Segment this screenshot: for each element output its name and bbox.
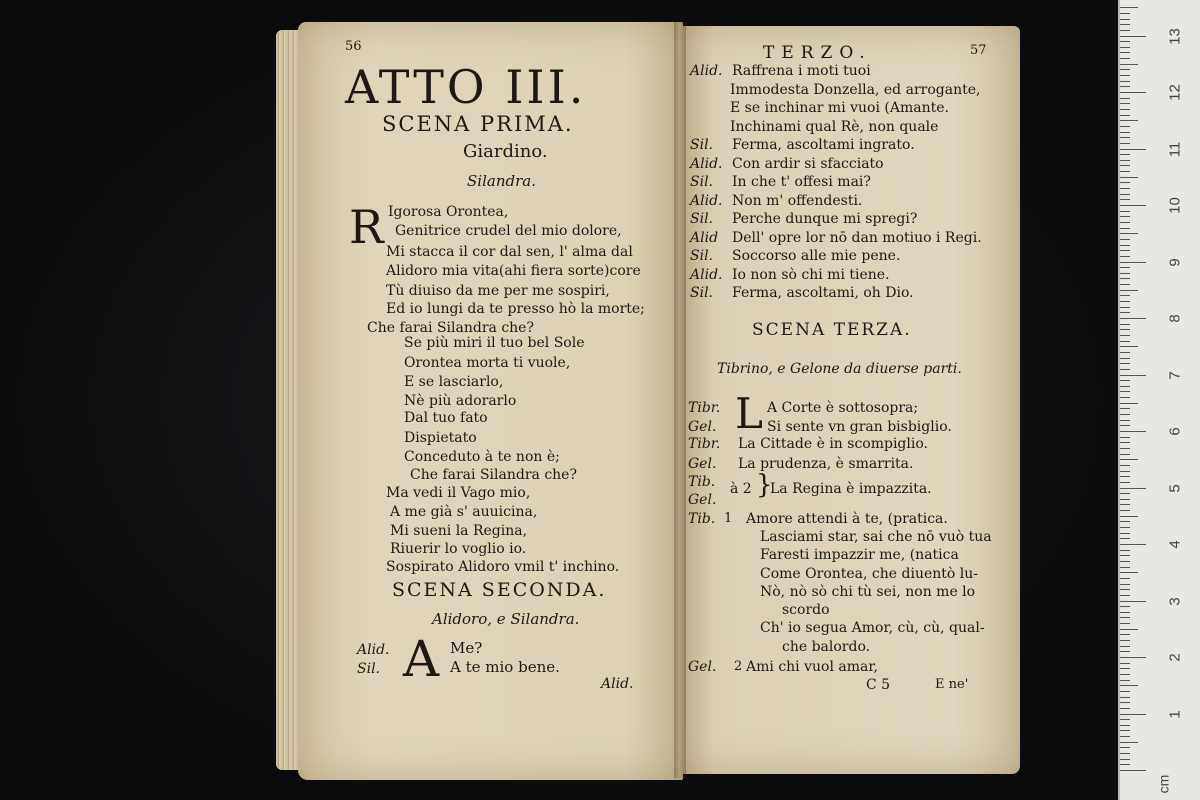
verse-line: Dispietato (404, 430, 477, 446)
ruler-tick (1120, 171, 1130, 172)
speaker-label: Alid. (690, 192, 723, 209)
ruler-tick (1120, 736, 1130, 737)
speaker-label: Tibr. (688, 436, 721, 452)
ruler-tick (1120, 86, 1130, 87)
ruler-unit-label: cm (1155, 774, 1172, 794)
dialogue-line: Inchinami qual Rè, non quale (730, 118, 939, 135)
dialogue-line: Nò, nò sò chi tù sei, non me lo (760, 584, 976, 600)
ruler-tick (1120, 295, 1130, 296)
ruler-tick (1120, 256, 1130, 257)
ruler-tick (1120, 329, 1130, 330)
ruler-tick (1120, 352, 1130, 353)
ruler-tick (1120, 132, 1130, 133)
ruler-tick (1120, 742, 1138, 743)
ruler-tick (1120, 397, 1130, 398)
left-catchword: Alid. (601, 676, 634, 692)
ruler-tick (1120, 561, 1130, 562)
ruler-tick (1120, 527, 1130, 528)
ruler-tick (1120, 584, 1130, 585)
ruler-tick (1120, 425, 1130, 426)
ruler-tick (1120, 228, 1130, 229)
dialogue-line: Con ardir si sfacciato (732, 155, 884, 172)
ruler-tick (1120, 697, 1130, 698)
ruler-number: 6 (1166, 427, 1184, 436)
speaker-label: Sil. (690, 211, 713, 227)
speaker-label: Sil. (690, 248, 713, 264)
verse-line: Dal tuo fato (404, 410, 488, 426)
scene2-characters: Alidoro, e Silandra. (432, 610, 580, 628)
dialogue-line: Ami chi vuol amar, (746, 659, 878, 675)
dialogue-line: E se inchinar mi vuoi (Amante. (730, 100, 949, 116)
speaker-label: Alid. (690, 266, 723, 283)
dialogue-line: Soccorso alle mie pene. (732, 248, 901, 264)
dialogue-line: Me? (450, 639, 483, 657)
dialogue-line: Ferma, ascoltami, oh Dio. (732, 285, 914, 301)
ruler-tick (1120, 420, 1130, 421)
ruler-tick (1120, 346, 1138, 347)
dialogue-line: In che t' offesi mai? (732, 174, 871, 190)
speaker-label: Alid. (357, 642, 390, 658)
dialogue-line: La prudenza, è smarrita. (738, 456, 914, 472)
ruler-tick (1120, 510, 1130, 511)
speaker-label: Tibr. (688, 400, 721, 416)
dialogue-line: scordo (782, 602, 830, 618)
speaker-label: Alid. (690, 155, 723, 172)
right-page-number: 57 (970, 43, 987, 58)
ruler-tick (1120, 499, 1130, 500)
ruler-tick (1120, 747, 1130, 748)
dialogue-line: Lasciami star, sai che nō vuò tua (760, 529, 992, 545)
ruler-number: 10 (1166, 197, 1184, 214)
verse-line: A me già s' auuicina, (390, 504, 538, 520)
ruler-tick (1120, 674, 1130, 675)
ruler-tick (1120, 188, 1130, 189)
ruler-tick (1120, 448, 1130, 449)
numeral-marker: 1 (724, 511, 733, 526)
ruler-tick (1120, 120, 1138, 121)
ruler-tick (1120, 759, 1130, 760)
numeral-marker: 2 (734, 659, 743, 674)
ruler-tick (1120, 640, 1130, 641)
ruler-tick (1120, 719, 1130, 720)
ruler-tick (1120, 595, 1130, 596)
ruler-tick (1120, 290, 1138, 291)
ruler-tick (1120, 239, 1130, 240)
signature-mark: C 5 (866, 677, 891, 693)
ruler-tick (1120, 284, 1130, 285)
ruler-tick (1120, 92, 1146, 93)
ruler-tick (1120, 222, 1130, 223)
ruler-tick (1120, 414, 1130, 415)
speaker-label: Gel. (688, 419, 717, 435)
ruler-number: 4 (1166, 540, 1184, 549)
ruler-tick (1120, 13, 1130, 14)
speaker-label: Sil. (690, 137, 713, 153)
ruler-tick (1120, 98, 1130, 99)
brace: } (756, 470, 773, 500)
scene2-heading: SCENA SECONDA. (392, 579, 607, 601)
ruler-tick (1120, 216, 1130, 217)
ruler-tick (1120, 318, 1146, 319)
ruler-tick (1120, 431, 1146, 432)
ruler-tick (1120, 233, 1138, 234)
ruler-tick (1120, 465, 1130, 466)
ruler-tick (1120, 369, 1130, 370)
ruler-tick (1120, 708, 1130, 709)
ruler-tick (1120, 245, 1130, 246)
ruler-tick (1120, 578, 1130, 579)
ruler-tick (1120, 64, 1138, 65)
ruler-tick (1120, 612, 1130, 613)
ruler-tick (1120, 408, 1130, 409)
scene-heading: SCENA PRIMA. (382, 112, 574, 136)
ruler-tick (1120, 341, 1130, 342)
scene-character: Silandra. (467, 172, 536, 190)
ruler-tick (1120, 182, 1130, 183)
ruler-tick (1120, 629, 1138, 630)
running-head: TERZO. (763, 43, 872, 63)
scene3-characters: Tibrino, e Gelone da diuerse parti. (717, 361, 962, 377)
speaker-label: Sil. (690, 174, 713, 190)
speaker-label: Tib. (688, 511, 716, 527)
ruler-number: 3 (1166, 596, 1184, 606)
ruler-tick (1120, 160, 1130, 161)
verse-line: Conceduto à te non è; (404, 449, 560, 465)
verse-line: Che farai Silandra che? (410, 467, 577, 483)
ruler-tick (1120, 617, 1130, 618)
speaker-label: Gel. (688, 659, 717, 675)
ruler-tick (1120, 75, 1130, 76)
scene3-heading: SCENA TERZA. (752, 320, 912, 340)
verse-line: Riuerir lo voglio io. (390, 541, 527, 557)
ruler-tick (1120, 36, 1146, 37)
ruler-tick (1120, 19, 1130, 20)
ruler-tick (1120, 454, 1130, 455)
verse-line: Sospirato Alidoro vmil t' inchino. (386, 559, 620, 575)
ruler-number: 12 (1166, 84, 1184, 101)
ruler-tick (1120, 770, 1146, 771)
dialogue-line: Amore attendi à te, (pratica. (746, 511, 948, 527)
ruler-tick (1120, 154, 1130, 155)
ruler-tick (1120, 589, 1130, 590)
ruler-tick (1120, 194, 1130, 195)
ruler-tick (1120, 471, 1130, 472)
dialogue-line: La Cittade è in scompiglio. (738, 436, 928, 452)
ruler-tick (1120, 380, 1130, 381)
ruler-tick (1120, 250, 1130, 251)
ruler-tick (1120, 307, 1130, 308)
ruler-tick (1120, 30, 1130, 31)
right-catchword: E ne' (935, 677, 969, 692)
ruler-number: 1 (1166, 709, 1184, 719)
ruler-tick (1120, 52, 1130, 53)
ruler-tick (1120, 646, 1130, 647)
ruler-tick (1120, 488, 1146, 489)
speaker-label: Sil. (690, 285, 713, 301)
ruler-tick (1120, 691, 1130, 692)
dialogue-line: Ch' io segua Amor, cù, cù, qual- (760, 620, 985, 636)
ruler-tick (1120, 567, 1130, 568)
ruler-number: 8 (1166, 314, 1184, 323)
ruler-tick (1120, 262, 1146, 263)
verse-line: Ma vedi il Vago mio, (386, 485, 531, 501)
ruler-tick (1120, 312, 1130, 313)
verse-line: Mi sueni la Regina, (390, 523, 528, 539)
ruler-tick (1120, 504, 1130, 505)
ruler-tick (1120, 476, 1130, 477)
speaker-label: Gel. (688, 492, 717, 508)
verse-line: Orontea morta ti vuole, (404, 355, 571, 371)
ruler-tick (1120, 103, 1130, 104)
ruler-tick (1120, 516, 1138, 517)
ruler-tick (1120, 109, 1130, 110)
ruler-tick (1120, 538, 1130, 539)
dialogue-line: Immodesta Donzella, ed arrogante, (730, 81, 981, 98)
ruler-tick (1120, 278, 1130, 279)
ruler-tick (1120, 386, 1130, 387)
ruler-tick (1120, 69, 1130, 70)
ruler-tick (1120, 47, 1130, 48)
ruler-tick (1120, 601, 1146, 602)
ruler-tick (1120, 205, 1146, 206)
speaker-label: Gel. (688, 456, 717, 472)
ruler-tick (1120, 764, 1130, 765)
speaker-label: Sil. (357, 661, 380, 677)
ruler-tick (1120, 753, 1130, 754)
ruler-tick (1120, 623, 1130, 624)
ruler-tick (1120, 544, 1146, 545)
ruler-tick (1120, 165, 1130, 166)
verse-line: Mi stacca il cor dal sen, l' alma dal (386, 244, 633, 260)
ruler-tick (1120, 606, 1130, 607)
ruler-tick (1120, 199, 1130, 200)
ruler-tick (1120, 41, 1130, 42)
ruler-tick (1120, 363, 1130, 364)
ruler-tick (1120, 324, 1130, 325)
ruler-tick (1120, 143, 1130, 144)
dialogue-line: Dell' opre lor nō dan motiuo i Regi. (732, 229, 982, 246)
verse-line: Che farai Silandra che? (367, 320, 534, 336)
ruler-tick (1120, 267, 1130, 268)
speaker-label: Alid (690, 229, 719, 246)
act-heading: ATTO III. (345, 60, 587, 114)
ruler-number: 5 (1166, 483, 1184, 493)
ruler-tick (1120, 459, 1138, 460)
ruler-tick (1120, 126, 1130, 127)
dialogue-line: Ferma, ascoltami ingrato. (732, 137, 915, 153)
ruler-number: 13 (1166, 27, 1184, 45)
ruler-number: 7 (1166, 370, 1184, 380)
ruler-tick (1120, 149, 1146, 150)
speaker-label: Alid. (690, 63, 723, 79)
dialogue-line: Io non sò chi mi tiene. (732, 266, 890, 283)
dialogue-line: Faresti impazzir me, (natica (760, 547, 959, 563)
ruler-tick (1120, 685, 1138, 686)
verse-line: Igorosa Orontea, (388, 204, 509, 220)
dialogue-line: Si sente vn gran bisbiglio. (767, 419, 952, 435)
ruler-tick (1120, 550, 1130, 551)
ruler-tick (1120, 725, 1130, 726)
ruler-tick (1120, 301, 1130, 302)
ruler-number: 9 (1166, 257, 1184, 267)
scene2-drop-cap: A (403, 630, 440, 688)
ruler-tick (1120, 403, 1138, 404)
a2-marker: à 2 (730, 481, 752, 497)
dialogue-line: Non m' offendesti. (732, 192, 863, 209)
ruler-tick (1120, 657, 1146, 658)
ruler-tick (1120, 115, 1130, 116)
drop-cap: R (349, 200, 384, 254)
ruler-tick (1120, 7, 1138, 8)
ruler-tick (1120, 211, 1130, 212)
scene-setting: Giardino. (463, 141, 548, 162)
ruler-tick (1120, 177, 1138, 178)
ruler-tick (1120, 482, 1130, 483)
verse-line: Ed io lungi da te presso hò la morte; (386, 301, 645, 317)
dialogue-line: Perche dunque mi spregi? (732, 211, 918, 227)
speaker-label: Tib. (688, 474, 716, 490)
ruler-tick (1120, 493, 1130, 494)
verse-line: Genitrice crudel del mio dolore, (395, 223, 622, 239)
ruler-tick (1120, 634, 1130, 635)
ruler-tick (1120, 442, 1130, 443)
verse-line: Se più miri il tuo bel Sole (404, 335, 585, 351)
ruler-tick (1120, 702, 1130, 703)
ruler-tick (1120, 137, 1130, 138)
scene3-drop-cap: L (735, 389, 763, 438)
ruler-tick (1120, 358, 1130, 359)
book-gutter (674, 22, 686, 778)
ruler-number: 11 (1166, 141, 1184, 157)
dialogue-line: A te mio bene. (450, 658, 560, 676)
a2-line: La Regina è impazzita. (770, 481, 932, 497)
ruler-tick (1120, 81, 1130, 82)
dialogue-line: Come Orontea, che diuentò lu- (760, 566, 979, 582)
ruler-tick (1120, 714, 1146, 715)
dialogue-line: che balordo. (782, 639, 871, 655)
dialogue-line: Raffrena i moti tuoi (732, 63, 871, 79)
left-page-number: 56 (345, 39, 362, 54)
ruler-tick (1120, 680, 1130, 681)
ruler-tick (1120, 391, 1130, 392)
ruler-tick (1120, 335, 1130, 336)
ruler-tick (1120, 437, 1130, 438)
ruler-tick (1120, 533, 1130, 534)
ruler-tick (1120, 730, 1130, 731)
ruler-tick (1120, 651, 1130, 652)
ruler-number: 2 (1166, 653, 1184, 662)
verse-line: Nè più adorarlo (404, 393, 517, 409)
ruler-tick (1120, 572, 1138, 573)
ruler-tick (1120, 24, 1130, 25)
ruler-tick (1120, 668, 1130, 669)
ruler-tick (1120, 375, 1146, 376)
verse-line: Tù diuiso da me per me sospiri, (386, 283, 610, 299)
verse-line: Alidoro mia vita(ahi fiera sorte)core (386, 263, 641, 279)
ruler-tick (1120, 58, 1130, 59)
dialogue-line: A Corte è sottosopra; (767, 400, 919, 416)
ruler-tick (1120, 555, 1130, 556)
ruler-tick (1120, 663, 1130, 664)
measuring-ruler (1118, 0, 1200, 800)
ruler-tick (1120, 521, 1130, 522)
verse-line: E se lasciarlo, (404, 374, 504, 390)
ruler-tick (1120, 273, 1130, 274)
